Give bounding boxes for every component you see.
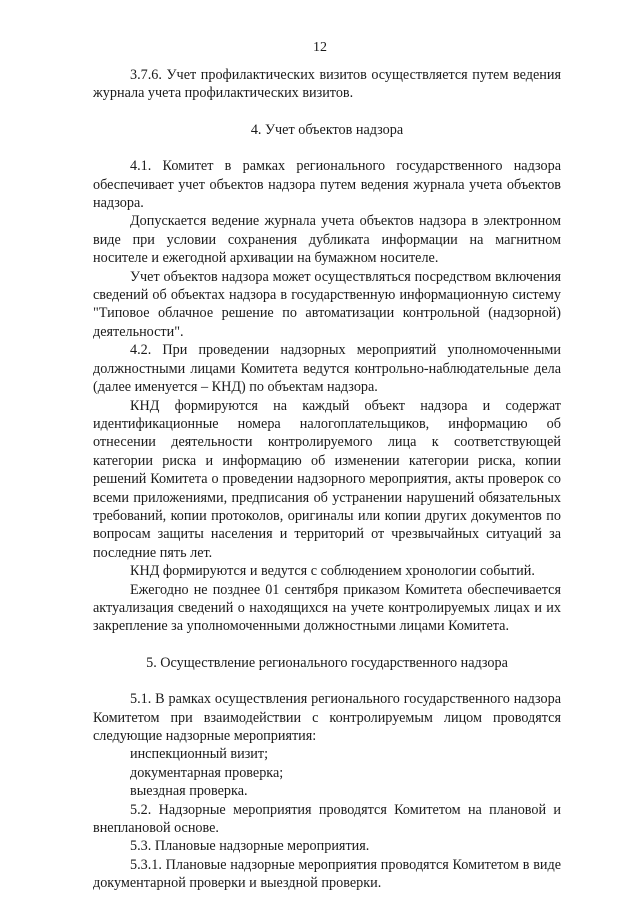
list-item: документарная проверка; bbox=[130, 764, 284, 781]
paragraph-5-1: 5.1. В рамках осуществления регионального государственного надзора Комитетом при взаимодействии с контролируемым лицом проводятся следующие надзорные мероприятия: bbox=[93, 691, 561, 744]
paragraph-5-3-1: 5.3.1. Плановые надзорные мероприятия проводятся Комитетом в виде документарной проверки и выездной проверки. bbox=[93, 856, 561, 892]
list-item: инспекционный визит; bbox=[130, 746, 269, 763]
paragraph-3-7-6: 3.7.6. Учет профилактических визитов осуществляется путем ведения журнала учета профилактических визитов. bbox=[93, 67, 561, 102]
section-heading-5: 5. Осуществление регионального государственного надзора bbox=[146, 654, 508, 671]
paragraph-4-1: 4.1. Комитет в рамках регионального государственного надзора обеспечивает учет объектов надзора путем ведения журнала учета объектов надзора. bbox=[93, 158, 561, 212]
paragraph-5-2: 5.2. Надзорные мероприятия проводятся Комитетом на плановой и внеплановой основе. bbox=[93, 801, 561, 837]
paragraph-electronic-journal: Допускается ведение журнала учета объектов надзора в электронном виде при условии сохранения дубликата информации на магнитном носителе и ежегодной архивации на бумажном носителе. bbox=[93, 213, 561, 267]
paragraph-information-system: Учет объектов надзора может осуществляться посредством включения сведений об объектах надзора в государственную информационную систему "Типовое облачное решение по автоматизации контрольной (надзорной) деятельности". bbox=[93, 268, 561, 340]
paragraph-knd-contents: КНД формируются на каждый объект надзора и содержат идентификационные номера налогоплательщиков, информацию об отнесении деятельности контролируемого лица к соответствующей категории риска и информацию об изменении категории риска, копии решений Комитета о проведении надзорного мероприятия, акты проверок со всеми приложениями, предписания об устранении нарушений обязательных требований, копии протоколов, оригиналы или копии других документов по вопросам защиты населения и территорий от чрезвычайных ситуаций за последние пять лет. bbox=[93, 397, 561, 561]
section-heading-4: 4. Учет объектов надзора bbox=[250, 121, 404, 138]
paragraph-4-2: 4.2. При проведении надзорных мероприятий уполномоченными должностными лицами Комитета ведутся контрольно-наблюдательные дела (далее именуется – КНД) по объектам надзора. bbox=[93, 342, 561, 396]
document-body bbox=[93, 66, 561, 893]
paragraph-annual-update: Ежегодно не позднее 01 сентября приказом Комитета обеспечивается актуализация сведений о находящихся на учете контролируемых лицах и их закрепление за уполномоченными должностными лицами Комитета. bbox=[93, 581, 561, 635]
paragraph-5-3: 5.3. Плановые надзорные мероприятия. bbox=[130, 838, 370, 855]
page-number: 12 bbox=[313, 40, 327, 55]
paragraph-knd-chronology: КНД формируются и ведутся с соблюдением хронологии событий. bbox=[130, 563, 535, 580]
list-item: выездная проверка. bbox=[130, 783, 248, 800]
